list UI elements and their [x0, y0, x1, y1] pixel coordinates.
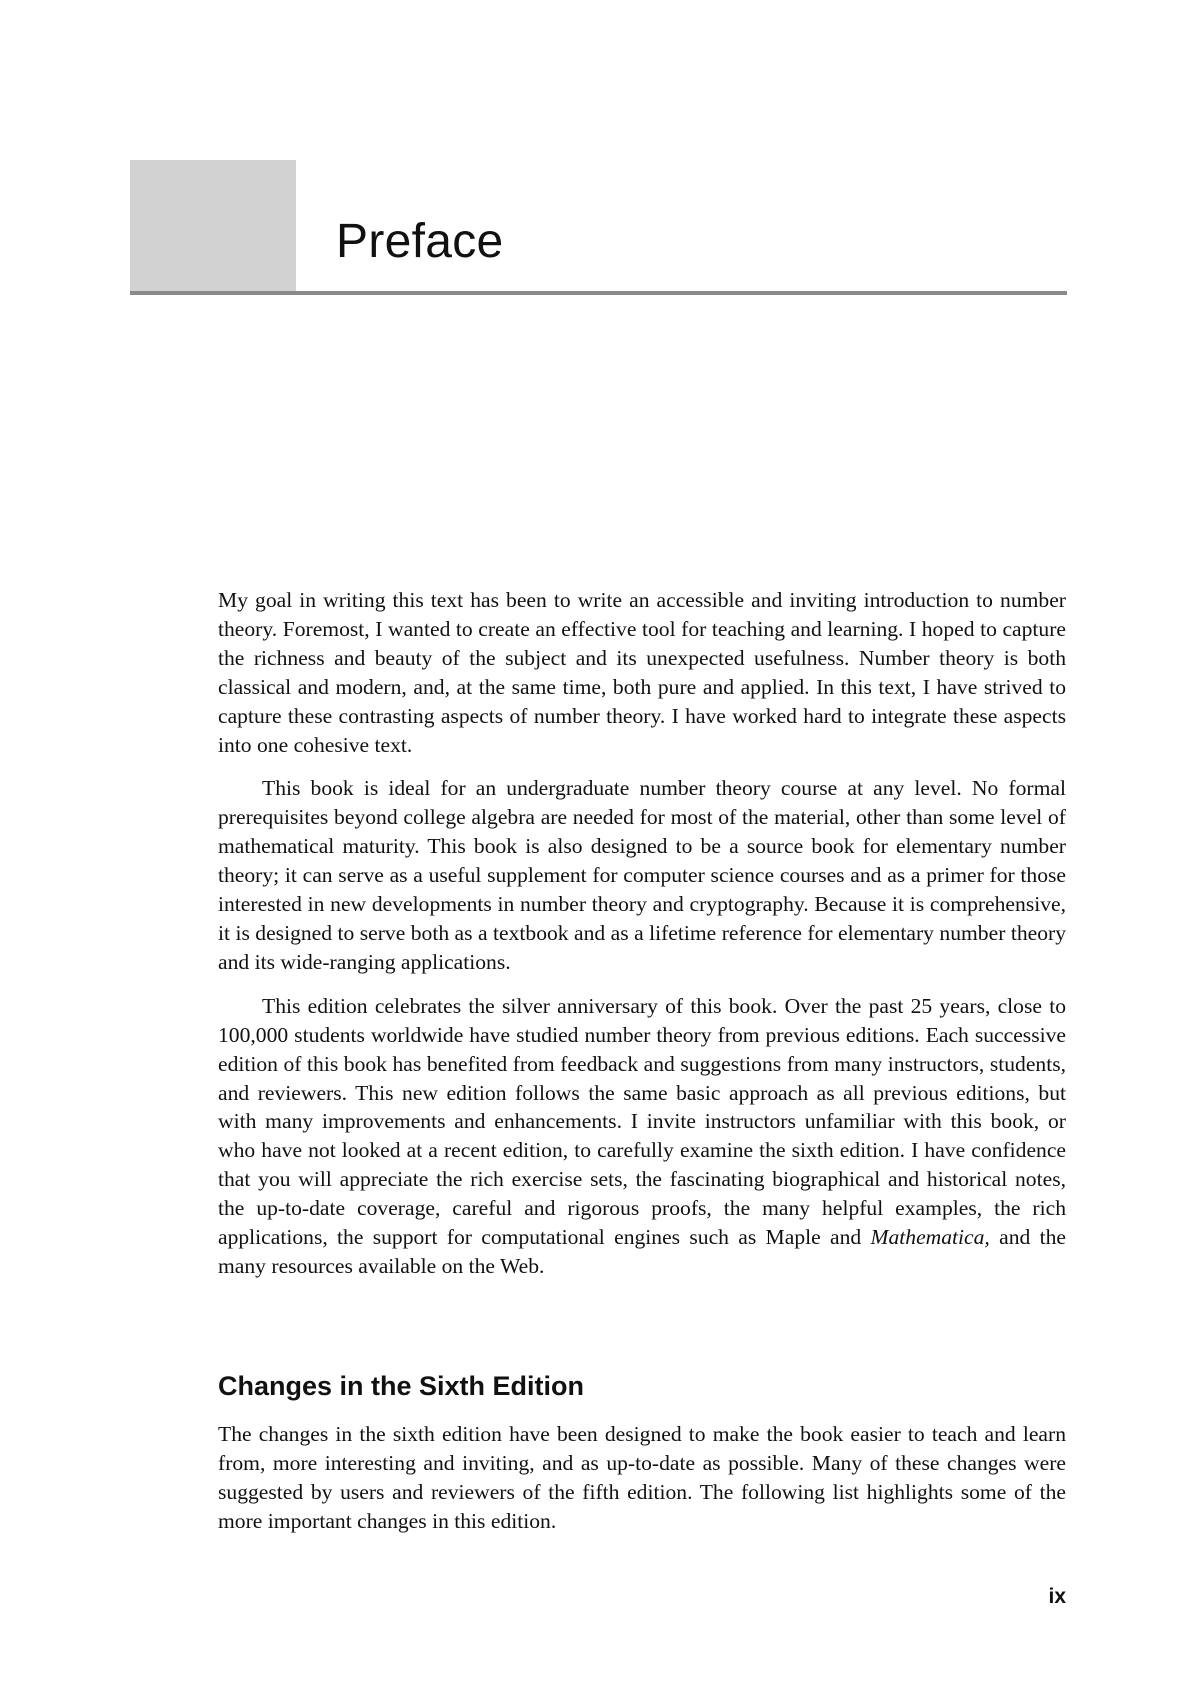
paragraph-3-text-a: This edition celebrates the silver anniversary of this book. Over the past 25 years, close to 100,000 students worldwide have studied number theory from previous editions. Each successive edition of this book has benefited from feedback and suggestions from many instructors, students, and reviewers. This new edition follows the same basic approach as all previous editions, but with many improvements and enhancements. I invite instructors unfamiliar with this book, or who have not looked at a recent edition, to carefully examine the sixth edition. I have confidence that you will appreciate the rich exercise sets, the fascinating biographical and historical notes, the up-to-date coverage, careful and rigorous proofs, the many helpful examples, the rich applications, the support for computational engines such as Maple and	[218, 993, 1066, 1250]
page-number: ix	[1048, 1585, 1066, 1608]
chapter-header-rule	[130, 291, 1067, 295]
chapter-header-block	[130, 160, 296, 293]
paragraph-1: My goal in writing this text has been to write an accessible and inviting introduction to number theory. Foremost, I wanted to create an effective tool for teaching and learning. I hoped to capture the richness and beauty of the subject and its unexpected usefulness. Number theory is both classical and modern, and, at the same time, both pure and applied. In this text, I have strived to capture these contrasting aspects of number theory. I have worked hard to integrate these aspects into one cohesive text.	[218, 588, 1066, 757]
preface-body	[218, 586, 1066, 1281]
page-title: Preface	[336, 215, 504, 268]
paragraph-3	[218, 992, 1066, 1281]
section-body	[218, 1420, 1066, 1536]
paragraph-2: This book is ideal for an undergraduate number theory course at any level. No formal prerequisites beyond college algebra are needed for most of the material, other than some level of mathematical maturity. This book is also designed to be a source book for elementary number theory; it can serve as a useful supplement for computer science courses and as a primer for those interested in new developments in number theory and cryptography. Because it is comprehensive, it is designed to serve both as a textbook and as a lifetime reference for elementary number theory and its wide-ranging applications.	[218, 776, 1066, 974]
paragraph-3-italic-term: Mathematica,	[870, 1225, 990, 1250]
section-paragraph: The changes in the sixth edition have been designed to make the book easier to teach and learn from, more interesting and inviting, and as up-to-date as possible. Many of these changes were suggested by users and reviewers of the fifth edition. The following list highlights some of the more important changes in this edition.	[218, 1422, 1066, 1533]
section-heading: Changes in the Sixth Edition	[218, 1371, 585, 1401]
paragraph-3-text-b: and the many resources available on the Web.	[218, 1225, 1066, 1278]
